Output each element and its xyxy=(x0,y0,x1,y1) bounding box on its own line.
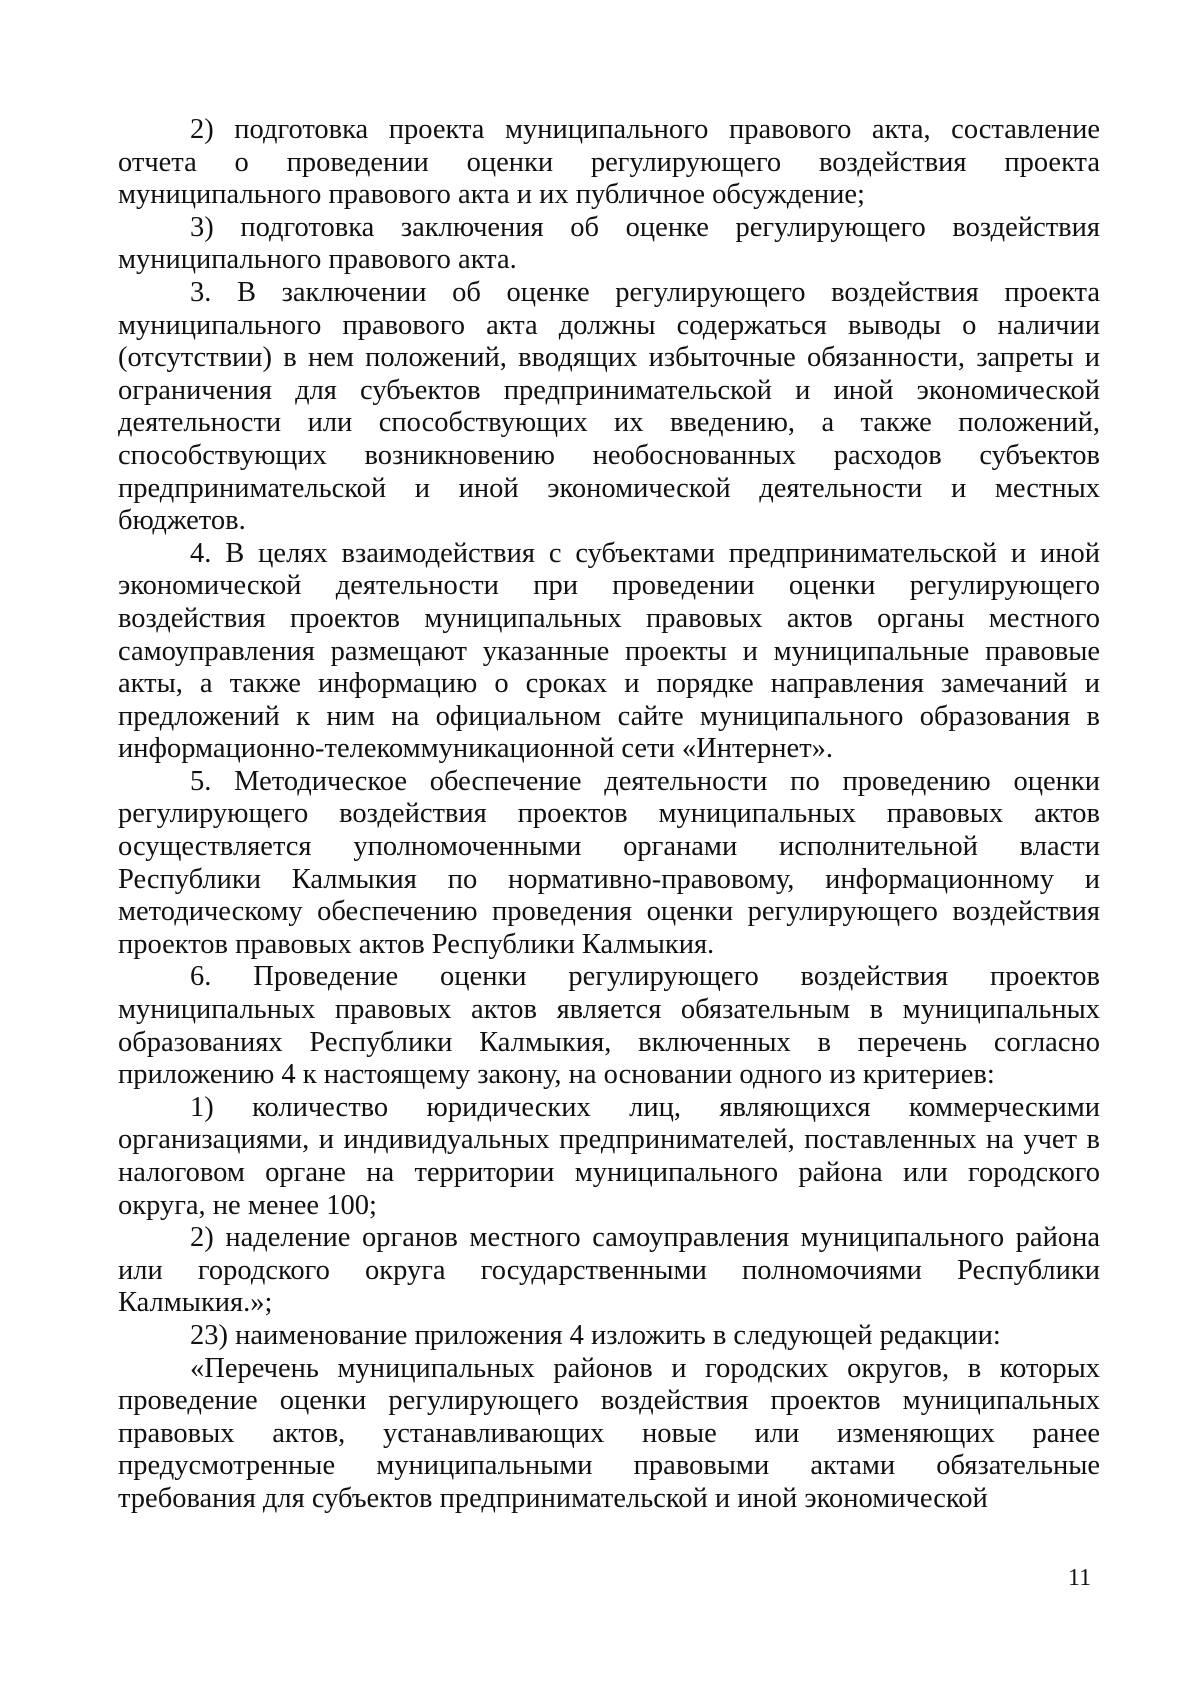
page-number: 11 xyxy=(1068,1565,1092,1591)
paragraph-item-2: 2) подготовка проекта муниципального правового акта, составление отчета о проведении оценки регулирующего воздействия проекта муниципального правового акта и их публичное обсуждение; xyxy=(118,114,1100,211)
paragraph-criterion-1: 1) количество юридических лиц, являющихся коммерческими организациями, и индивидуальных предпринимателей, поставленных на учет в налоговом органе на территории муниципального района или городского округа, не менее 100; xyxy=(118,1091,1100,1221)
paragraph-item-3: 3) подготовка заключения об оценке регулирующего воздействия муниципального правового акта. xyxy=(118,211,1100,276)
paragraph-amendment-23: 23) наименование приложения 4 изложить в следующей редакции: xyxy=(190,1319,1001,1351)
paragraph-criterion-2: 2) наделение органов местного самоуправления муниципального района или городского округа государственными полномочиями Республики Калмыкия.»; xyxy=(118,1222,1100,1319)
paragraph-section-5: 5. Методическое обеспечение деятельности по проведению оценки регулирующего воздействия проектов муниципальных правовых актов осуществляется уполномоченными органами исполнительной власти Республики Калмыкия по нормативно-правовому, информационному и методическому обеспечению проведения оценки регулирующего воздействия проектов правовых актов Республики Калмыкия. xyxy=(118,765,1100,960)
body-text xyxy=(118,114,1100,1516)
paragraph-section-3: 3. В заключении об оценке регулирующего воздействия проекта муниципального правового акта должны содержаться выводы о наличии (отсутствии) в нем положений, вводящих избыточные обязанности, запреты и ограничения для субъектов предпринимательской и иной экономической деятельности или способствующих их введению, а также положений, способствующих возникновению необоснованных расходов субъектов предпринимательской и иной экономической деятельности и местных бюджетов. xyxy=(118,276,1100,537)
paragraph-section-4: 4. В целях взаимодействия с субъектами предпринимательской и иной экономической деятельности при проведении оценки регулирующего воздействия проектов муниципальных правовых актов органы местного самоуправления размещают указанные проекты и муниципальные правовые акты, а также информацию о сроках и порядке направления замечаний и предложений к ним на официальном сайте муниципального образования в информационно-телекоммуникационной сети «Интернет». xyxy=(118,537,1100,765)
paragraph-section-6: 6. Проведение оценки регулирующего воздействия проектов муниципальных правовых актов является обязательным в муниципальных образованиях Республики Калмыкия, включенных в перечень согласно приложению 4 к настоящему закону, на основании одного из критериев: xyxy=(118,961,1100,1091)
paragraph-appendix-title: «Перечень муниципальных районов и городских округов, в которых проведение оценки регулирующего воздействия проектов муниципальных правовых актов, устанавливающих новые или изменяющих ранее предусмотренные муниципальными правовыми актами обязательные требования для субъектов предпринимательской и иной экономической xyxy=(118,1352,1100,1514)
